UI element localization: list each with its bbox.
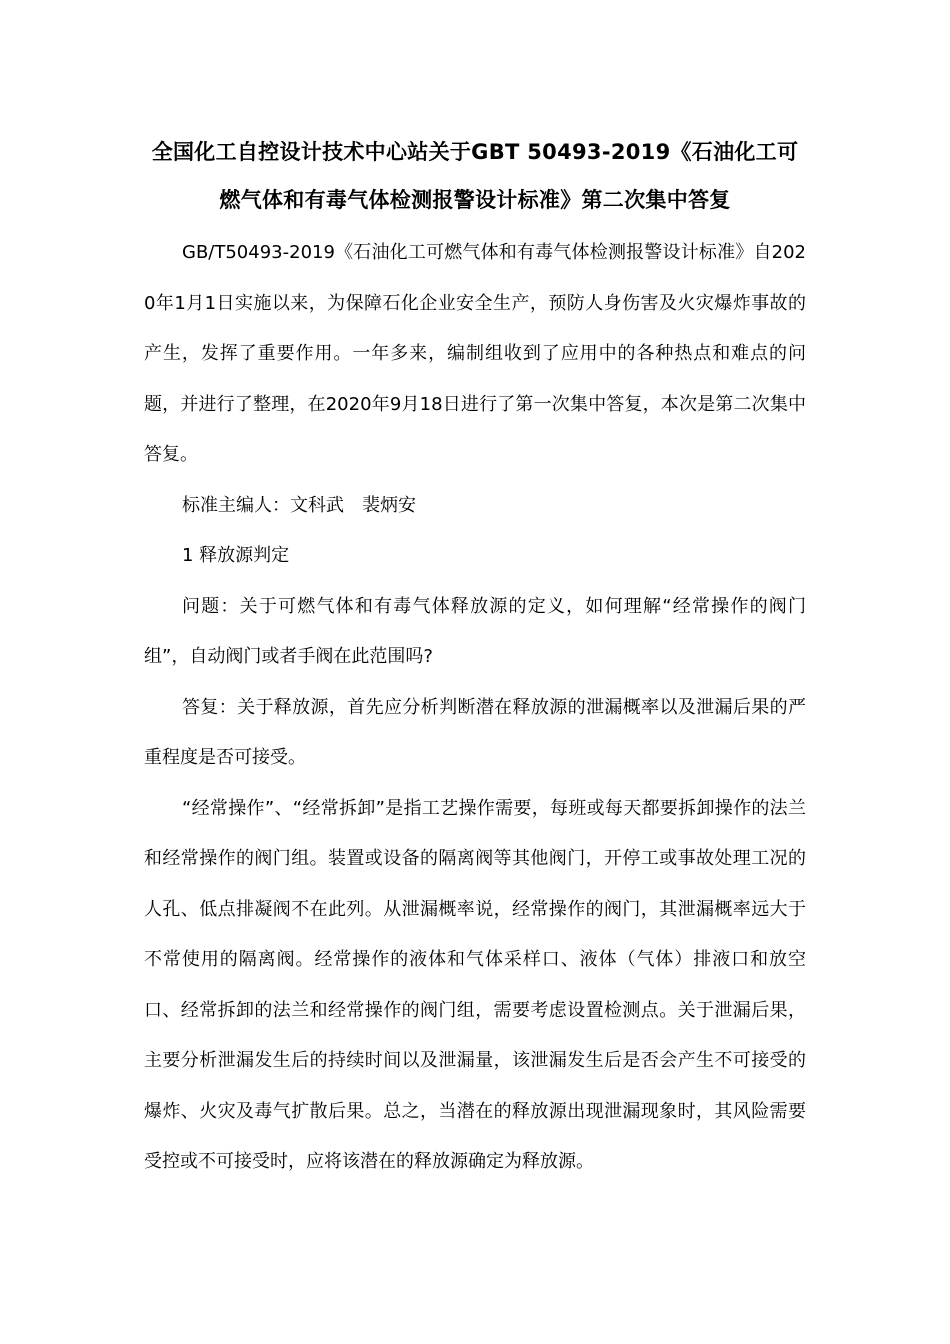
intro-paragraph: GB/T50493-2019《石油化工可燃气体和有毒气体检测报警设计标准》自2020年1月1日实施以来，为保障石化企业安全生产，预防人身伤害及火灾爆炸事故的产生，发挥了重要作用。一年多来，编制组收到了应用中的各种热点和难点的问题，并进行了整理，在2020年9月18日进行了第一次集中答复，本次是第二次集中答复。 — [144, 242, 806, 465]
document-title: 全国化工自控设计技术中心站关于GBT 50493-2019《石油化工可燃气体和有毒气体检测报警设计标准》第二次集中答复 — [151, 140, 799, 212]
section-heading: 1 释放源判定 — [182, 545, 290, 566]
document-body — [144, 228, 806, 1188]
explanation-paragraph: “经常操作”、“经常拆卸”是指工艺操作需要，每班或每天都要拆卸操作的法兰和经常操作的阀门组。装置或设备的隔离阀等其他阀门，开停工或事故处理工况的人孔、低点排凝阀不在此列。从泄漏概率说，经常操作的阀门，其泄漏概率远大于不常使用的隔离阀。经常操作的液体和气体采样口、液体（气体）排液口和放空口、经常拆卸的法兰和经常操作的阀门组，需要考虑设置检测点。关于泄漏后果，主要分析泄漏发生后的持续时间以及泄漏量，该泄漏发生后是否会产生不可接受的爆炸、火灾及毒气扩散后果。总之，当潜在的释放源出现泄漏现象时，其风险需要受控或不可接受时，应将该潜在的释放源确定为释放源。 — [144, 797, 806, 1172]
question-paragraph: 问题：关于可燃气体和有毒气体释放源的定义，如何理解“经常操作的阀门组”，自动阀门或者手阀在此范围吗? — [144, 595, 806, 667]
answer-paragraph: 答复：关于释放源，首先应分析判断潜在释放源的泄漏概率以及泄漏后果的严重程度是否可接受。 — [144, 696, 806, 768]
editors-line: 标准主编人：文科武 裴炳安 — [182, 494, 416, 516]
document-page — [144, 128, 806, 1188]
